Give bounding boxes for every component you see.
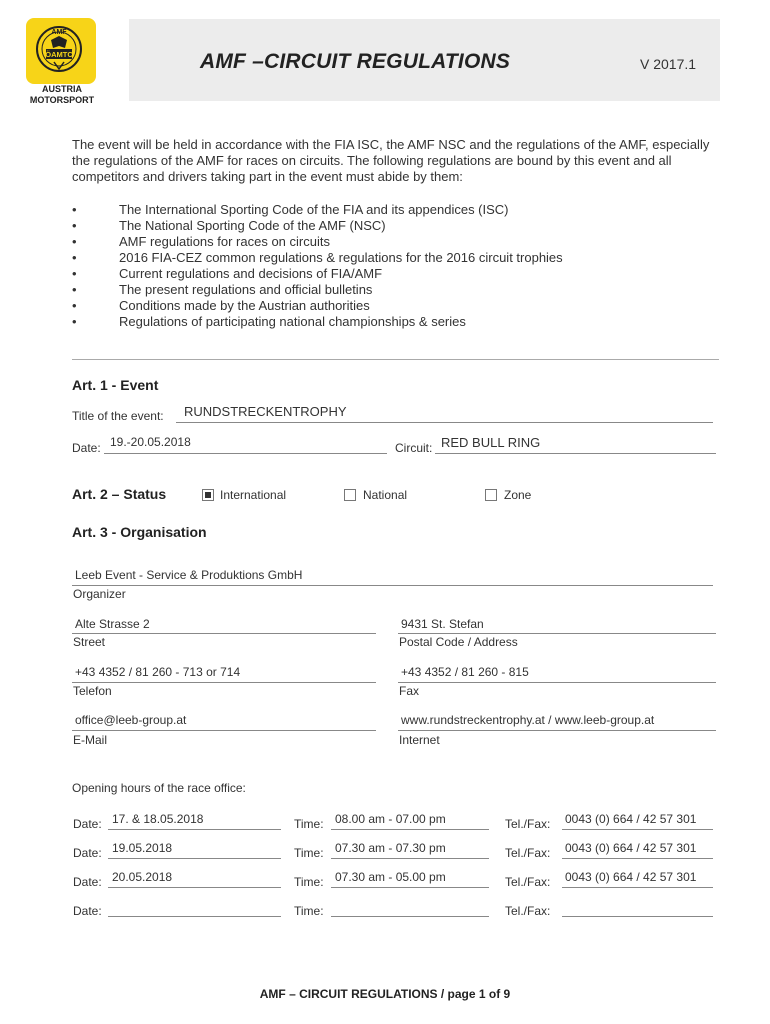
row-time-label: Time: xyxy=(294,875,324,889)
logo-middle-text: ÖAMTC xyxy=(45,50,73,59)
event-date-field[interactable]: 19.-20.05.2018 xyxy=(110,435,191,449)
event-title-underline xyxy=(176,422,713,423)
row-tel-label: Tel./Fax: xyxy=(505,904,551,918)
event-date-label: Date: xyxy=(72,441,101,455)
email-field[interactable]: office@leeb-group.at xyxy=(75,713,187,727)
list-item: • The National Sporting Code of the AMF (NSC) xyxy=(72,218,386,233)
status-international-checkbox[interactable] xyxy=(202,489,214,501)
circuit-field[interactable]: RED BULL RING xyxy=(441,435,541,450)
list-item: • Regulations of participating national championships & series xyxy=(72,314,466,329)
row-time-field[interactable]: 07.30 am - 07.30 pm xyxy=(335,841,446,855)
row-time-field[interactable]: 07.30 am - 05.00 pm xyxy=(335,870,446,884)
row-time-label: Time: xyxy=(294,904,324,918)
document-title: AMF –CIRCUIT REGULATIONS xyxy=(200,50,511,73)
row-date-label: Date: xyxy=(73,817,102,831)
status-zone-label: Zone xyxy=(504,488,532,502)
art1-heading: Art. 1 - Event xyxy=(72,377,159,393)
row-date-underline xyxy=(108,916,281,917)
version-label: V 2017.1 xyxy=(640,56,697,72)
row-tel-label: Tel./Fax: xyxy=(505,817,551,831)
email-underline xyxy=(72,730,376,731)
internet-field[interactable]: www.rundstreckentrophy.at / www.leeb-group.at xyxy=(401,713,655,727)
art2-heading: Art. 2 – Status xyxy=(72,486,167,502)
row-date-label: Date: xyxy=(73,846,102,860)
internet-underline xyxy=(398,730,716,731)
amf-oamtc-emblem xyxy=(34,22,84,78)
intro-paragraph: The event will be held in accordance with the FIA ISC, the AMF NSC and the regulations of the AMF, especially the regulations of the AMF for races on circuits. The following regulations are bound by this event and all competitors and drivers taking part in the event must abide by them: xyxy=(72,137,710,184)
row-tel-underline xyxy=(562,829,713,830)
phone-field[interactable]: +43 4352 / 81 260 - 713 or 714 xyxy=(75,665,241,679)
status-international-label: International xyxy=(220,488,287,502)
row-time-underline xyxy=(331,829,489,830)
fax-underline xyxy=(398,682,716,683)
row-date-field[interactable]: 20.05.2018 xyxy=(112,870,173,884)
organizer-underline xyxy=(72,585,713,586)
circuit-label: Circuit: xyxy=(395,441,433,455)
row-date-label: Date: xyxy=(73,904,102,918)
event-title-field[interactable]: RUNDSTRECKENTROPHY xyxy=(184,404,347,419)
logo-top-text: AMF xyxy=(51,29,67,36)
circuit-underline xyxy=(435,453,716,454)
fax-label: Fax xyxy=(399,684,420,698)
event-title-label: Title of the event: xyxy=(72,409,164,423)
row-date-underline xyxy=(108,858,281,859)
organizer-label: Organizer xyxy=(73,587,126,601)
internet-label: Internet xyxy=(399,733,440,747)
status-national-label: National xyxy=(363,488,408,502)
list-item: • Conditions made by the Austrian authorities xyxy=(72,298,370,313)
row-date-underline xyxy=(108,829,281,830)
street-label: Street xyxy=(73,635,106,649)
row-tel-underline xyxy=(562,916,713,917)
street-underline xyxy=(72,633,376,634)
email-label: E-Mail xyxy=(73,733,108,747)
row-tel-label: Tel./Fax: xyxy=(505,875,551,889)
row-tel-field[interactable]: 0043 (0) 664 / 42 57 301 xyxy=(565,870,697,884)
row-tel-underline xyxy=(562,858,713,859)
section-divider xyxy=(72,359,719,360)
phone-label: Telefon xyxy=(73,684,112,698)
row-tel-label: Tel./Fax: xyxy=(505,846,551,860)
postal-field[interactable]: 9431 St. Stefan xyxy=(401,617,484,631)
opening-hours-heading: Opening hours of the race office: xyxy=(72,781,246,795)
row-time-label: Time: xyxy=(294,846,324,860)
row-date-field[interactable]: 17. & 18.05.2018 xyxy=(112,812,204,826)
event-date-underline xyxy=(104,453,387,454)
row-time-label: Time: xyxy=(294,817,324,831)
row-tel-underline xyxy=(562,887,713,888)
fax-field[interactable]: +43 4352 / 81 260 - 815 xyxy=(401,665,529,679)
list-item: • 2016 FIA-CEZ common regulations & regulations for the 2016 circuit trophies xyxy=(72,250,563,265)
row-tel-field[interactable]: 0043 (0) 664 / 42 57 301 xyxy=(565,841,697,855)
list-item: • The present regulations and official bulletins xyxy=(72,282,373,297)
list-item: • The International Sporting Code of the FIA and its appendices (ISC) xyxy=(72,202,509,217)
page-footer: AMF – CIRCUIT REGULATIONS / page 1 of 9 xyxy=(259,987,511,1001)
row-time-underline xyxy=(331,916,489,917)
row-time-underline xyxy=(331,858,489,859)
organizer-field[interactable]: Leeb Event - Service & Produktions GmbH xyxy=(75,568,303,582)
row-time-field[interactable]: 08.00 am - 07.00 pm xyxy=(335,812,446,826)
status-zone-checkbox[interactable] xyxy=(485,489,497,501)
row-tel-field[interactable]: 0043 (0) 664 / 42 57 301 xyxy=(565,812,697,826)
row-date-underline xyxy=(108,887,281,888)
list-item: • Current regulations and decisions of FIA/AMF xyxy=(72,266,383,281)
logo-org-name: AUSTRIA MOTORSPORT xyxy=(29,84,95,105)
phone-underline xyxy=(72,682,376,683)
street-field[interactable]: Alte Strasse 2 xyxy=(75,617,150,631)
row-time-underline xyxy=(331,887,489,888)
row-date-label: Date: xyxy=(73,875,102,889)
regulations-list xyxy=(72,202,722,330)
art3-heading: Art. 3 - Organisation xyxy=(72,524,207,540)
status-national-checkbox[interactable] xyxy=(344,489,356,501)
row-date-field[interactable]: 19.05.2018 xyxy=(112,841,173,855)
list-item: • AMF regulations for races on circuits xyxy=(72,234,330,249)
postal-underline xyxy=(398,633,716,634)
postal-label: Postal Code / Address xyxy=(399,635,518,649)
